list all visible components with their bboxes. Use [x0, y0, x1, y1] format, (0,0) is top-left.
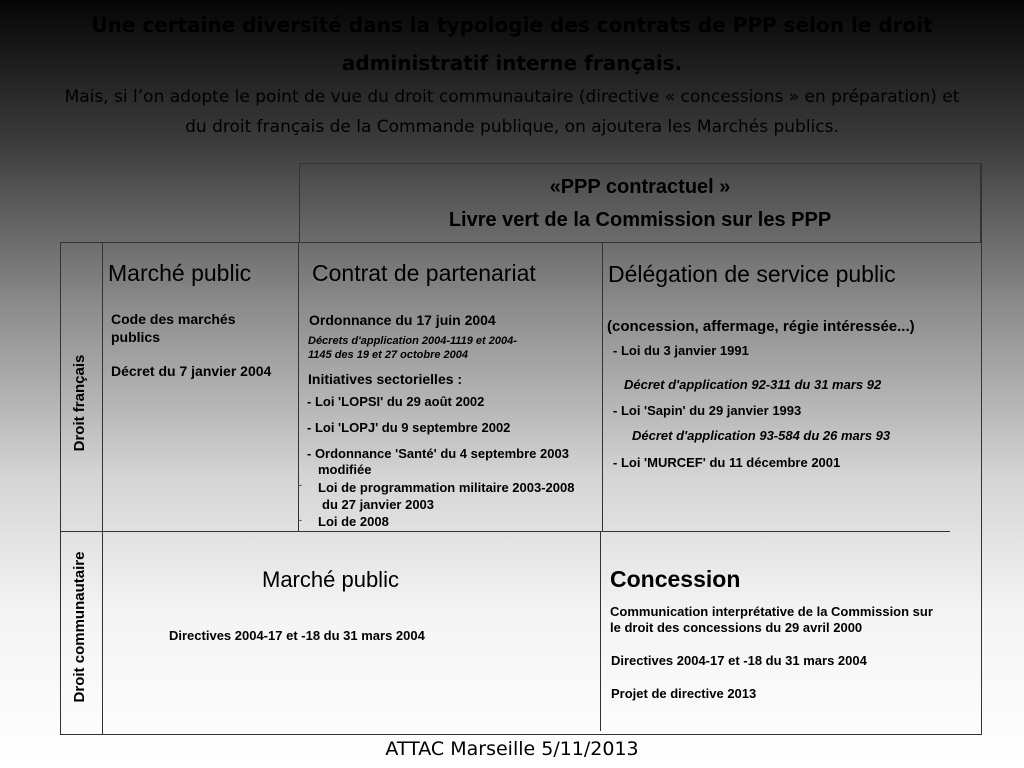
contrat-militaire-date: du 27 janvier 2003	[322, 497, 435, 512]
delegation-decret-92: Décret d'application 92-311 du 31 mars 92	[624, 377, 882, 392]
contrat-sante-modifiee: modifiée	[318, 462, 372, 477]
slide-subtitle: Mais, si l’on adopte le point de vue du droit communautaire (directive « concessions » en préparation) et du droit français de la Commande publique, on ajoutera les Marchés publics.	[64, 87, 960, 137]
col-title-delegation: Délégation de service public	[608, 261, 896, 287]
marche-decret: Décret du 7 janvier 2004	[111, 363, 272, 379]
footer-attac: ATTAC Marseille 5/11/2013	[385, 738, 639, 760]
ppp-header-line1: «PPP contractuel »	[549, 176, 731, 198]
contrat-ordonnance: Ordonnance du 17 juin 2004	[309, 312, 496, 328]
col-divider-communautaire	[600, 531, 601, 731]
marche-code: Code des marchés publics	[111, 311, 236, 345]
delegation-loi-murcef: - Loi 'MURCEF' du 11 décembre 2001	[613, 455, 841, 470]
grid-left-line	[60, 242, 61, 735]
grid-bottom-line	[60, 734, 982, 735]
contrat-lopsi: - Loi 'LOPSI' du 29 août 2002	[307, 394, 485, 409]
ppp-header-line2: Livre vert de la Commission sur les PPP	[448, 209, 832, 231]
delegation-loi-sapin: - Loi 'Sapin' du 29 janvier 1993	[613, 403, 802, 418]
row-label-droit-communautaire: Droit communautaire	[71, 551, 88, 703]
delegation-subtitle: (concession, affermage, régie intéressée...)	[607, 318, 915, 335]
col-title-marche-public: Marché public	[108, 260, 252, 286]
comm-marche-title: Marché public	[262, 567, 399, 592]
grid-right-line	[981, 163, 982, 735]
contrat-sante: - Ordonnance 'Santé' du 4 septembre 2003	[307, 446, 569, 461]
comm-concession-directives: Directives 2004-17 et -18 du 31 mars 2004	[611, 653, 867, 668]
comm-marche-directives: Directives 2004-17 et -18 du 31 mars 2004	[169, 628, 425, 643]
row-divider	[60, 531, 950, 532]
delegation-decret-93: Décret d'application 93-584 du 26 mars 93	[632, 428, 891, 443]
row-label-divider	[102, 242, 103, 735]
row-label-droit-francais: Droit français	[71, 354, 88, 452]
comm-communication: Communication interprétative de la Commission sur le droit des concessions du 29 avril 2000	[610, 604, 933, 635]
comm-concession-title: Concession	[610, 566, 741, 592]
contrat-initiatives: Initiatives sectorielles :	[308, 371, 463, 387]
delegation-loi-1991: - Loi du 3 janvier 1991	[613, 343, 749, 358]
contrat-dash-2: -	[299, 515, 302, 525]
contrat-decrets: Décrets d'application 2004-1119 et 2004-1145 des 19 et 27 octobre 2004	[308, 335, 517, 361]
contrat-loi-2008: Loi de 2008	[318, 514, 389, 529]
col-divider-2	[602, 242, 603, 531]
col-title-contrat-partenariat: Contrat de partenariat	[312, 260, 536, 286]
contrat-lopj: - Loi 'LOPJ' du 9 septembre 2002	[307, 420, 511, 435]
slide-title: Une certaine diversité dans la typologie des contrats de PPP selon le droit administratif interne français.	[91, 13, 933, 75]
contrat-militaire: Loi de programmation militaire 2003-2008	[318, 480, 575, 495]
comm-projet-directive: Projet de directive 2013	[611, 686, 757, 701]
contrat-dash-1: -	[299, 480, 302, 490]
grid-top-line	[60, 242, 982, 243]
